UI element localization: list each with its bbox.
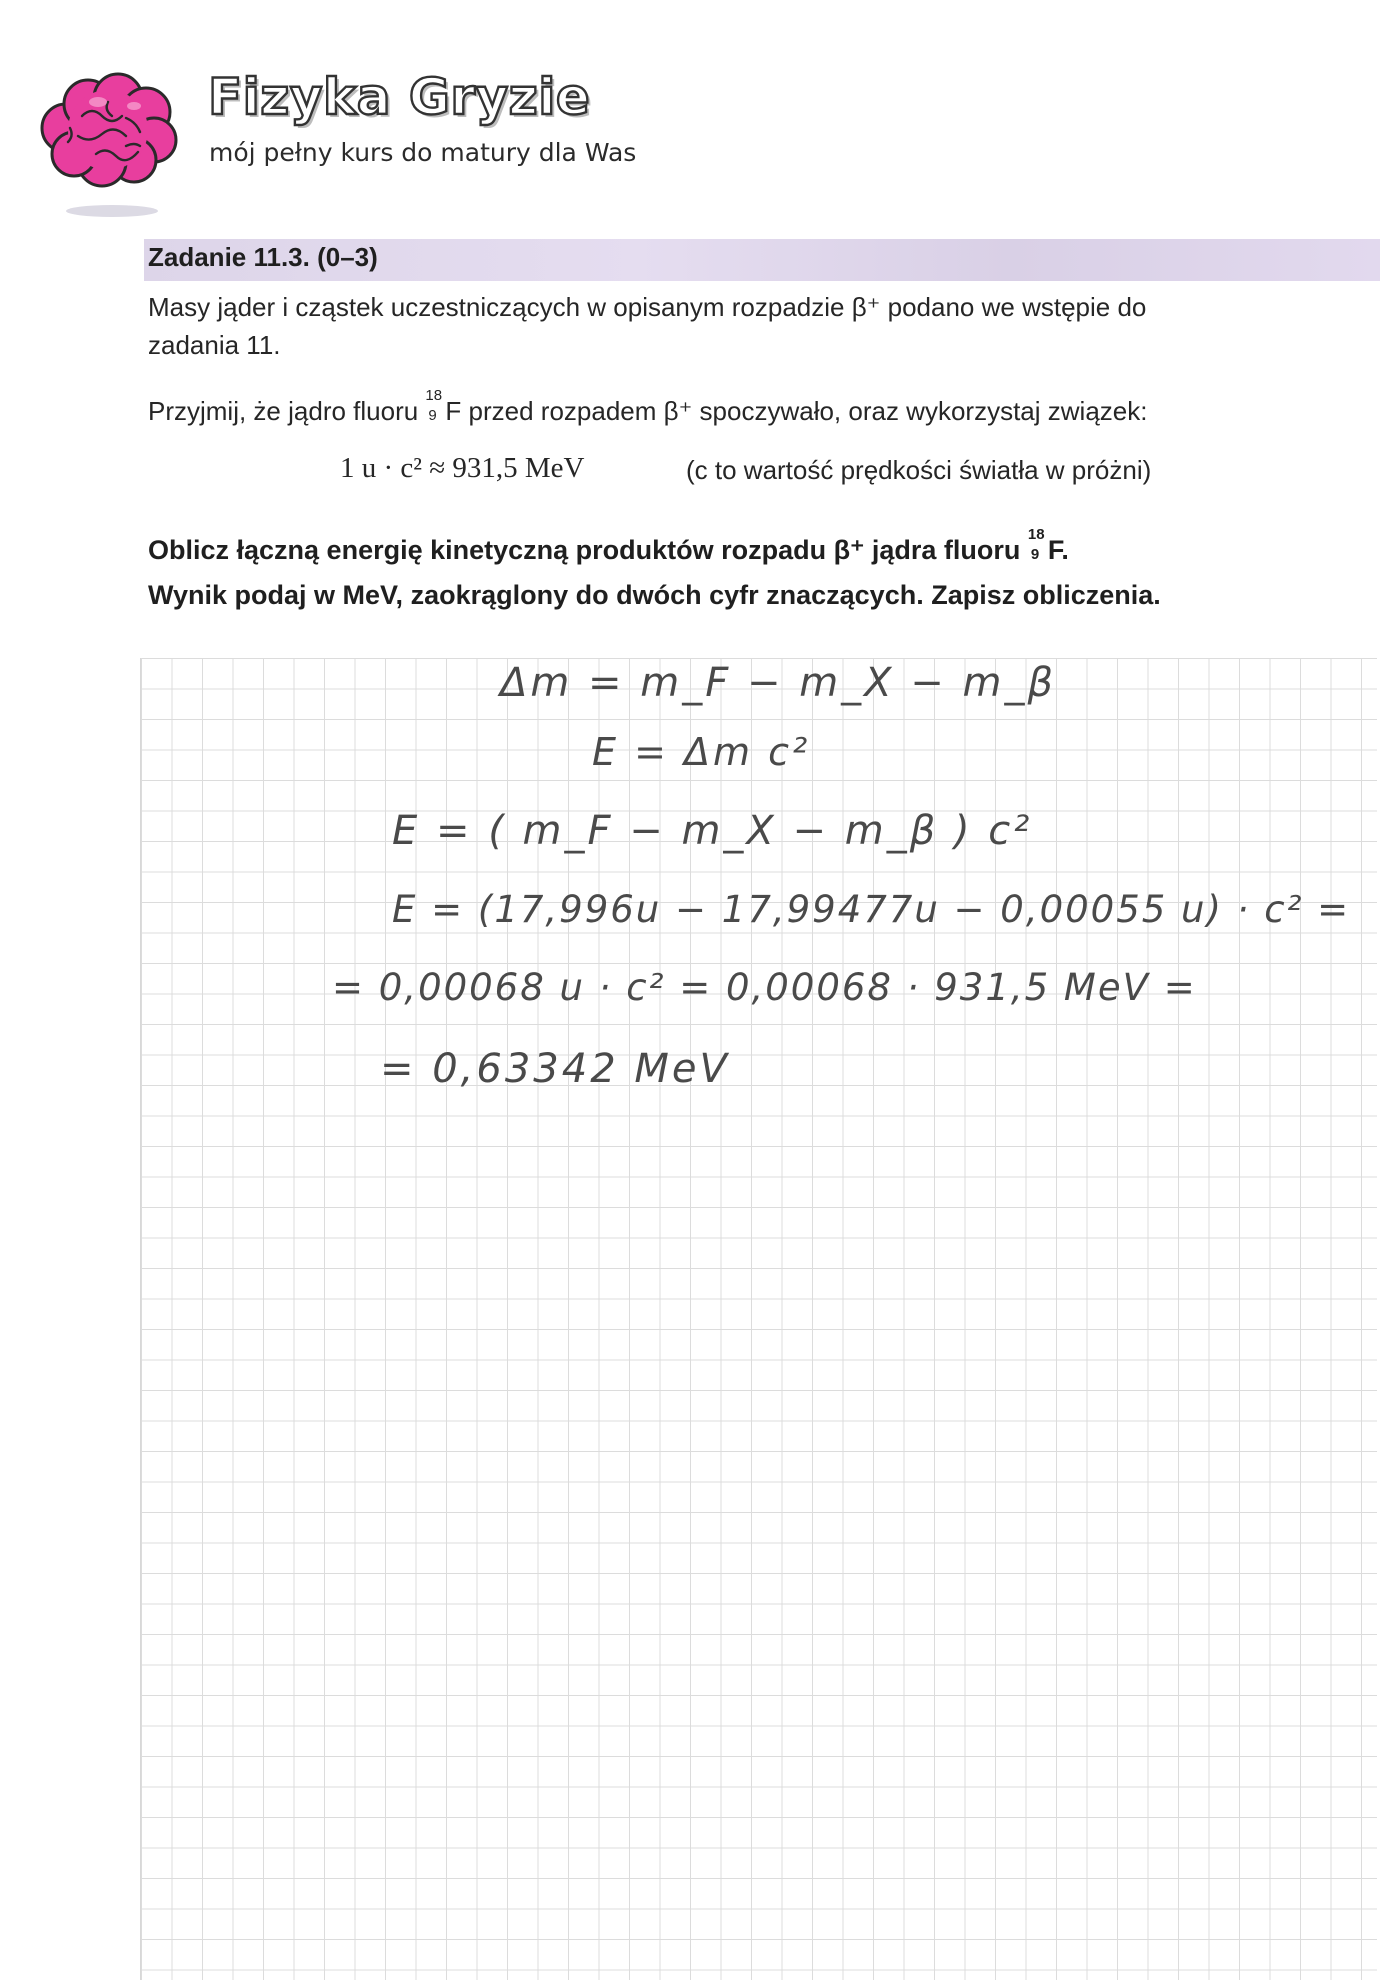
task-intro-line-1: Masy jąder i cząstek uczestniczących w opisanym rozpadzie β⁺ podano we wstępie do [148, 292, 1147, 322]
isotope-atomic-number: 9 [428, 407, 437, 424]
grid-answer-area [140, 658, 1377, 1980]
assumption-text-start: Przyjmij, że jądro fluoru [148, 396, 426, 426]
solution-line-1: Δm = m_F − m_X − m_β [500, 660, 1056, 706]
assumption-text-end: przed rozpadem β⁺ spoczywało, oraz wykorzystaj związek: [461, 396, 1148, 426]
logo-shadow [66, 205, 158, 217]
solution-line-4: E = (17,996u − 17,99477u − 0,00055 u) · c² = [392, 888, 1351, 931]
isotope-symbol-2: F [1047, 535, 1062, 565]
formula-note: (c to wartość prędkości światła w próżni) [686, 455, 1152, 485]
instruction-text-end: . [1061, 535, 1069, 565]
task-assumption [148, 387, 1338, 430]
fluorine-isotope-2 [1027, 526, 1048, 563]
solution-line-5: = 0,00068 u · c² = 0,00068 · 931,5 MeV = [332, 966, 1197, 1009]
solution-line-3: E = ( m_F − m_X − m_β ) c² [392, 808, 1033, 854]
instruction-line-2: Wynik podaj w MeV, zaokrąglony do dwóch cyfr znaczących. Zapisz obliczenia. [148, 580, 1161, 610]
brain-logo-icon [38, 72, 180, 190]
isotope-atomic-number-2: 9 [1030, 546, 1040, 563]
isotope-mass-number-2: 18 [1027, 526, 1045, 543]
solution-line-2: E = Δm c² [592, 730, 811, 774]
brand-subtitle: mój pełny kurs do matury dla Was [209, 138, 637, 167]
solution-line-6: = 0,63342 MeV [380, 1046, 730, 1092]
task-intro-line-2: zadania 11. [148, 330, 281, 360]
instruction-text-start: Oblicz łączną energię kinetyczną produktów rozpadu β⁺ jądra fluoru [148, 535, 1028, 565]
isotope-mass-number: 18 [425, 387, 443, 404]
fluorine-isotope [425, 387, 445, 424]
task-header: Zadanie 11.3. (0–3) [148, 242, 378, 272]
brand-title: Fizyka Gryzie [208, 68, 591, 126]
instruction-line-1 [148, 526, 1069, 566]
isotope-symbol: F [445, 396, 462, 426]
conversion-formula: 1 u · c² ≈ 931,5 MeV [340, 452, 585, 484]
